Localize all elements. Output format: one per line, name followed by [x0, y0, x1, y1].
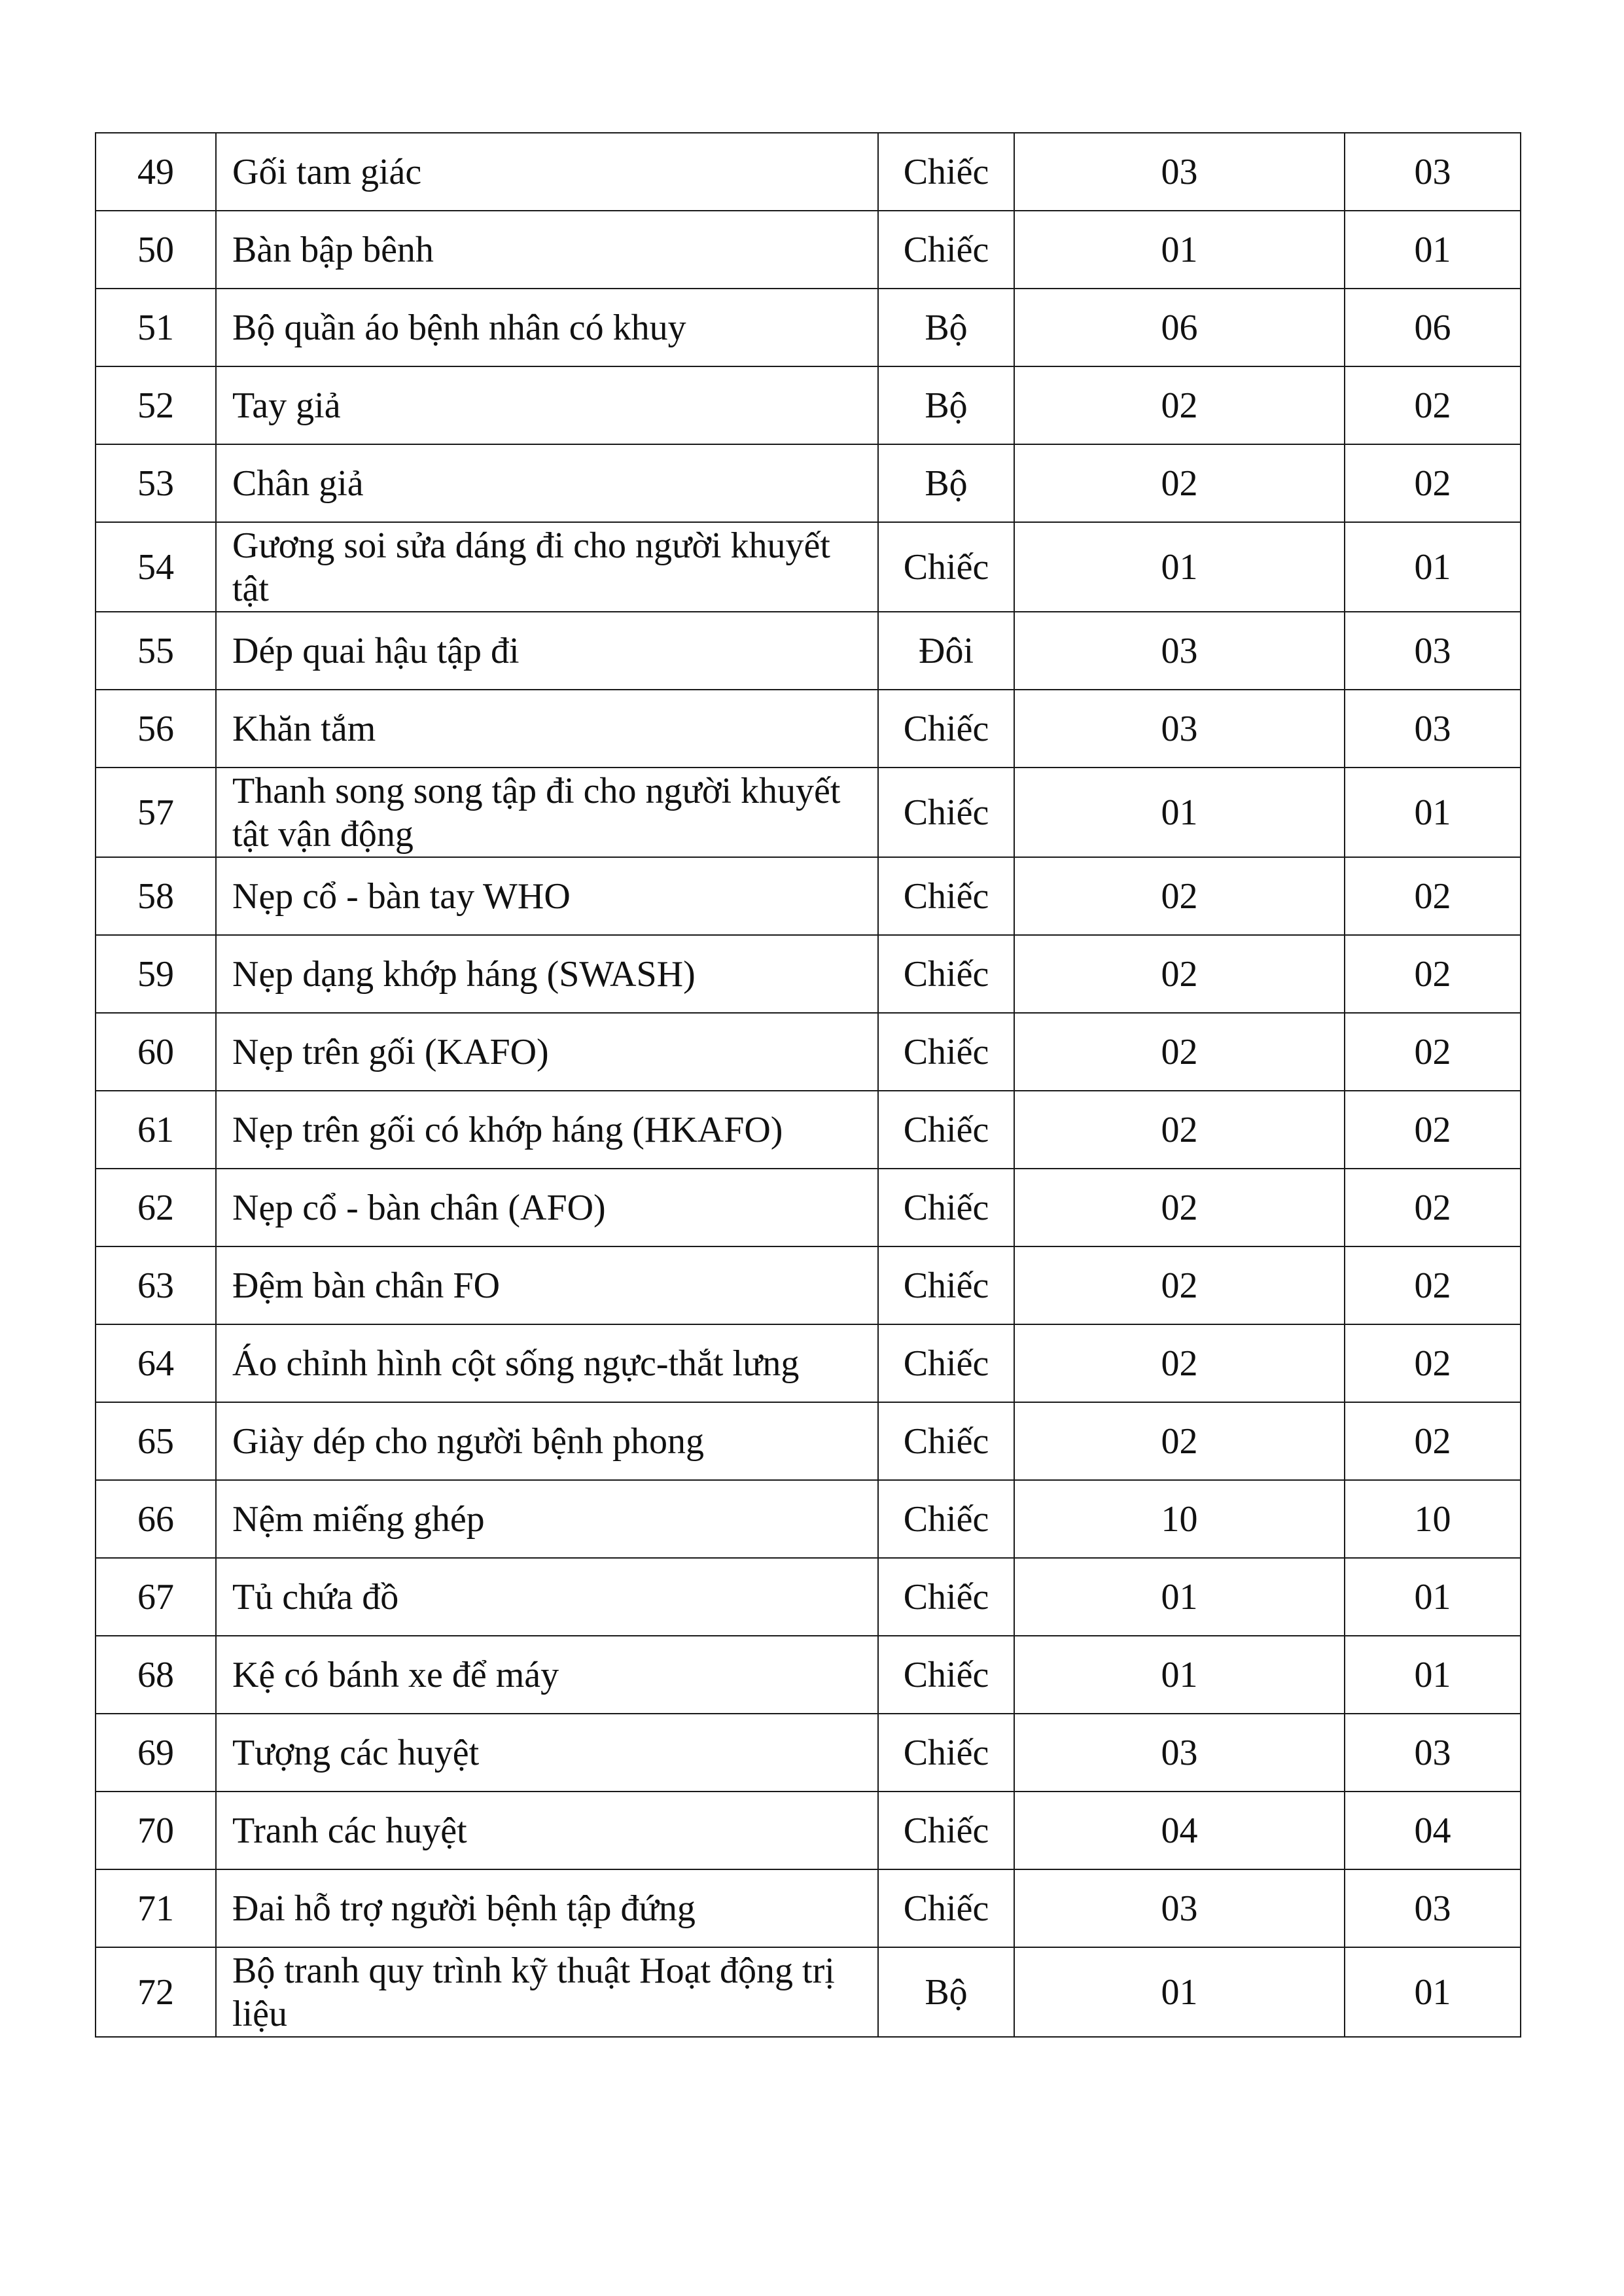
item-quantity: 02	[1014, 1402, 1345, 1480]
item-name: Tay giả	[216, 366, 878, 444]
item-unit: Chiếc	[878, 1246, 1014, 1324]
table-row	[96, 522, 1521, 612]
item-quantity: 02	[1014, 1246, 1345, 1324]
item-name: Bộ quần áo bệnh nhân có khuy	[216, 289, 878, 366]
item-unit: Chiếc	[878, 1480, 1014, 1558]
item-unit: Chiếc	[878, 1013, 1014, 1091]
row-number: 67	[96, 1558, 216, 1636]
item-quantity-total: 03	[1345, 612, 1521, 690]
row-number: 61	[96, 1091, 216, 1169]
item-quantity: 06	[1014, 289, 1345, 366]
item-name: Gương soi sửa dáng đi cho người khuyết tật	[216, 522, 878, 612]
item-quantity-total: 02	[1345, 366, 1521, 444]
item-unit: Chiếc	[878, 690, 1014, 768]
item-quantity-total: 01	[1345, 522, 1521, 612]
table-row	[96, 1480, 1521, 1558]
row-number: 71	[96, 1869, 216, 1947]
row-number: 60	[96, 1013, 216, 1091]
item-quantity: 01	[1014, 522, 1345, 612]
row-number: 59	[96, 935, 216, 1013]
item-unit: Chiếc	[878, 211, 1014, 289]
item-quantity-total: 02	[1345, 1246, 1521, 1324]
item-name: Dép quai hậu tập đi	[216, 612, 878, 690]
item-unit: Bộ	[878, 366, 1014, 444]
item-unit: Chiếc	[878, 1792, 1014, 1869]
row-number: 62	[96, 1169, 216, 1246]
item-name: Kệ có bánh xe để máy	[216, 1636, 878, 1714]
row-number: 58	[96, 857, 216, 935]
table-row	[96, 1714, 1521, 1792]
item-quantity: 10	[1014, 1480, 1345, 1558]
item-name: Nẹp cổ - bàn tay WHO	[216, 857, 878, 935]
item-quantity: 01	[1014, 1947, 1345, 2037]
row-number: 54	[96, 522, 216, 612]
table-row	[96, 133, 1521, 211]
item-name: Chân giả	[216, 444, 878, 522]
item-name: Tủ chứa đồ	[216, 1558, 878, 1636]
table-row	[96, 1013, 1521, 1091]
item-unit: Chiếc	[878, 522, 1014, 612]
item-quantity-total: 10	[1345, 1480, 1521, 1558]
item-unit: Chiếc	[878, 1558, 1014, 1636]
row-number: 68	[96, 1636, 216, 1714]
item-unit: Chiếc	[878, 1869, 1014, 1947]
item-unit: Bộ	[878, 444, 1014, 522]
item-name: Tượng các huyệt	[216, 1714, 878, 1792]
row-number: 49	[96, 133, 216, 211]
item-name: Nẹp trên gối (KAFO)	[216, 1013, 878, 1091]
item-unit: Chiếc	[878, 768, 1014, 857]
item-quantity-total: 02	[1345, 1013, 1521, 1091]
item-quantity: 04	[1014, 1792, 1345, 1869]
item-name: Nẹp trên gối có khớp háng (HKAFO)	[216, 1091, 878, 1169]
row-number: 51	[96, 289, 216, 366]
item-quantity-total: 02	[1345, 1402, 1521, 1480]
item-unit: Chiếc	[878, 1636, 1014, 1714]
item-unit: Chiếc	[878, 935, 1014, 1013]
item-quantity-total: 04	[1345, 1792, 1521, 1869]
table-row	[96, 1402, 1521, 1480]
item-unit: Chiếc	[878, 1324, 1014, 1402]
item-quantity-total: 01	[1345, 1558, 1521, 1636]
row-number: 63	[96, 1246, 216, 1324]
item-quantity-total: 06	[1345, 289, 1521, 366]
table-row	[96, 612, 1521, 690]
item-quantity: 02	[1014, 1324, 1345, 1402]
item-quantity-total: 02	[1345, 935, 1521, 1013]
table-row	[96, 1169, 1521, 1246]
item-quantity: 01	[1014, 211, 1345, 289]
item-unit: Chiếc	[878, 1091, 1014, 1169]
table-row	[96, 289, 1521, 366]
item-quantity-total: 03	[1345, 133, 1521, 211]
item-name: Nẹp cổ - bàn chân (AFO)	[216, 1169, 878, 1246]
item-quantity: 01	[1014, 1558, 1345, 1636]
item-quantity-total: 02	[1345, 444, 1521, 522]
item-name: Nệm miếng ghép	[216, 1480, 878, 1558]
item-quantity-total: 02	[1345, 1169, 1521, 1246]
row-number: 70	[96, 1792, 216, 1869]
item-name: Thanh song song tập đi cho người khuyết tật vận động	[216, 768, 878, 857]
table-row	[96, 768, 1521, 857]
equipment-table	[95, 132, 1521, 2038]
item-quantity: 01	[1014, 1636, 1345, 1714]
item-quantity: 02	[1014, 444, 1345, 522]
document-page	[95, 132, 1520, 2038]
table-row	[96, 690, 1521, 768]
row-number: 55	[96, 612, 216, 690]
item-quantity-total: 02	[1345, 1324, 1521, 1402]
item-unit: Chiếc	[878, 1169, 1014, 1246]
item-name: Đệm bàn chân FO	[216, 1246, 878, 1324]
item-unit: Bộ	[878, 1947, 1014, 2037]
row-number: 64	[96, 1324, 216, 1402]
item-name: Bộ tranh quy trình kỹ thuật Hoạt động trị liệu	[216, 1947, 878, 2037]
item-unit: Chiếc	[878, 1714, 1014, 1792]
row-number: 53	[96, 444, 216, 522]
item-unit: Chiếc	[878, 1402, 1014, 1480]
row-number: 56	[96, 690, 216, 768]
item-quantity: 02	[1014, 366, 1345, 444]
item-quantity-total: 03	[1345, 690, 1521, 768]
table-row	[96, 1091, 1521, 1169]
item-quantity-total: 03	[1345, 1869, 1521, 1947]
item-quantity-total: 01	[1345, 211, 1521, 289]
table-row	[96, 1324, 1521, 1402]
table-row	[96, 1792, 1521, 1869]
table-row	[96, 857, 1521, 935]
item-quantity: 02	[1014, 935, 1345, 1013]
item-name: Gối tam giác	[216, 133, 878, 211]
item-unit: Chiếc	[878, 133, 1014, 211]
item-quantity-total: 01	[1345, 1947, 1521, 2037]
item-unit: Bộ	[878, 289, 1014, 366]
item-unit: Chiếc	[878, 857, 1014, 935]
table-row	[96, 1558, 1521, 1636]
item-quantity: 02	[1014, 1091, 1345, 1169]
row-number: 57	[96, 768, 216, 857]
item-name: Áo chỉnh hình cột sống ngực-thắt lưng	[216, 1324, 878, 1402]
row-number: 50	[96, 211, 216, 289]
table-row	[96, 366, 1521, 444]
item-quantity: 02	[1014, 857, 1345, 935]
item-quantity: 03	[1014, 1714, 1345, 1792]
item-quantity: 02	[1014, 1013, 1345, 1091]
table-row	[96, 935, 1521, 1013]
item-name: Bàn bập bênh	[216, 211, 878, 289]
item-unit: Đôi	[878, 612, 1014, 690]
item-quantity-total: 02	[1345, 857, 1521, 935]
row-number: 69	[96, 1714, 216, 1792]
item-quantity: 03	[1014, 133, 1345, 211]
item-quantity: 03	[1014, 1869, 1345, 1947]
item-quantity-total: 01	[1345, 1636, 1521, 1714]
item-quantity-total: 02	[1345, 1091, 1521, 1169]
item-name: Đai hỗ trợ người bệnh tập đứng	[216, 1869, 878, 1947]
item-quantity: 01	[1014, 768, 1345, 857]
item-quantity: 03	[1014, 612, 1345, 690]
table-row	[96, 1246, 1521, 1324]
row-number: 66	[96, 1480, 216, 1558]
item-name: Nẹp dạng khớp háng (SWASH)	[216, 935, 878, 1013]
item-name: Khăn tắm	[216, 690, 878, 768]
row-number: 65	[96, 1402, 216, 1480]
table-row	[96, 1636, 1521, 1714]
table-row	[96, 211, 1521, 289]
item-quantity-total: 03	[1345, 1714, 1521, 1792]
table-row	[96, 1869, 1521, 1947]
row-number: 52	[96, 366, 216, 444]
item-name: Giày dép cho người bệnh phong	[216, 1402, 878, 1480]
item-quantity-total: 01	[1345, 768, 1521, 857]
table-row	[96, 1947, 1521, 2037]
item-name: Tranh các huyệt	[216, 1792, 878, 1869]
item-quantity: 02	[1014, 1169, 1345, 1246]
table-row	[96, 444, 1521, 522]
row-number: 72	[96, 1947, 216, 2037]
item-quantity: 03	[1014, 690, 1345, 768]
